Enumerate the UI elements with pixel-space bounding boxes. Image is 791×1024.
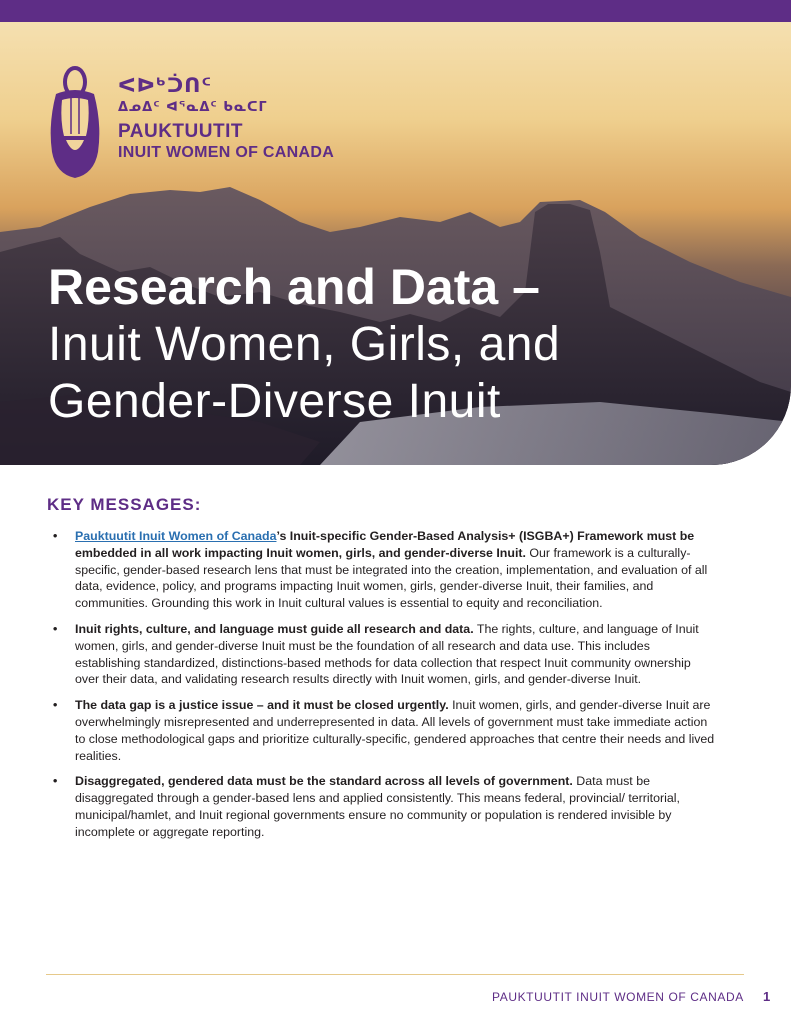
hero-banner [0, 22, 791, 465]
message-body: Data must be disaggregated through a gender-based lens and applied consistently. This means federal, provincial/ territorial, municipal/hamlet, and Inuit regional governments ensure no community or population is rendered invisible by incomplete or aggregate reporting. [75, 774, 680, 839]
page-number: 1 [763, 989, 771, 1004]
footer-org-name: PAUKTUUTIT INUIT WOMEN OF CANADA [492, 990, 744, 1004]
logo-syllabics-subtitle: ᐃᓄᐃᑦ ᐊᕐᓇᐃᑦ ᑲᓇᑕᒥ [118, 100, 268, 115]
message-body: Inuit women, girls, and gender-diverse Inuit are overwhelmingly misrepresented and underrepresented in data. All levels of government must take immediate action to close methodological gaps and prioritize culturally-specific, gendered approaches that centre their needs and lived realities. [75, 698, 715, 763]
list-item [53, 528, 718, 612]
message-lead: The data gap is a justice issue – and it must be closed urgently. [75, 698, 449, 713]
list-item [53, 697, 718, 764]
inuit-woman-parka-logo-icon [44, 64, 106, 180]
title-line-3: Gender-Diverse Inuit [48, 375, 501, 428]
top-accent-bar [0, 0, 791, 22]
message-lead: ’s Inuit-specific Gender-Based Analysis+ (ISGBA+) Framework must be embedded in all work impacting Inuit women, girls, and gender-diverse Inuit. [75, 529, 695, 560]
key-messages-list [53, 528, 718, 850]
message-body: Our framework is a culturally-specific, gender-based research lens that must be integrated into the creation, implementation, and evaluation of all data, evidence, policy, and programs impacting Inuit women, girls, gender-diverse Inuit, their families, and communities. Grounding this work in Inuit cultural values is essential to equity and reconciliation. [75, 545, 708, 611]
key-messages-heading: KEY MESSAGES: [47, 495, 202, 514]
logo-syllabics-name: ᐸᐅᒃᑑᑎᑦ [118, 73, 213, 97]
footer-divider [46, 974, 744, 975]
title-line-2: Inuit Women, Girls, and [48, 318, 561, 371]
org-logo-text [118, 74, 334, 163]
logo-org-name: PAUKTUUTIT [118, 121, 243, 142]
logo-org-subtitle: INUIT WOMEN OF CANADA [118, 144, 335, 161]
message-lead: Inuit rights, culture, and language must guide all research and data. [75, 621, 474, 636]
pauktuutit-link[interactable]: Pauktuutit Inuit Women of Canada [75, 529, 277, 543]
list-item [53, 621, 718, 688]
title-line-bold: Research and Data – [48, 259, 540, 315]
message-body: The rights, culture, and language of Inuit women, girls, and gender-diverse Inuit must be the foundation of all research and data use. This includes establishing standardized, distinctions-based methods for data collection that respect Inuit community ownership over their data, and validating research results directly with Inuit women, girls, and gender-diverse Inuit. [75, 621, 699, 687]
document-title [48, 258, 560, 430]
message-lead: Disaggregated, gendered data must be the standard across all levels of government. [75, 774, 573, 789]
list-item [53, 773, 718, 840]
